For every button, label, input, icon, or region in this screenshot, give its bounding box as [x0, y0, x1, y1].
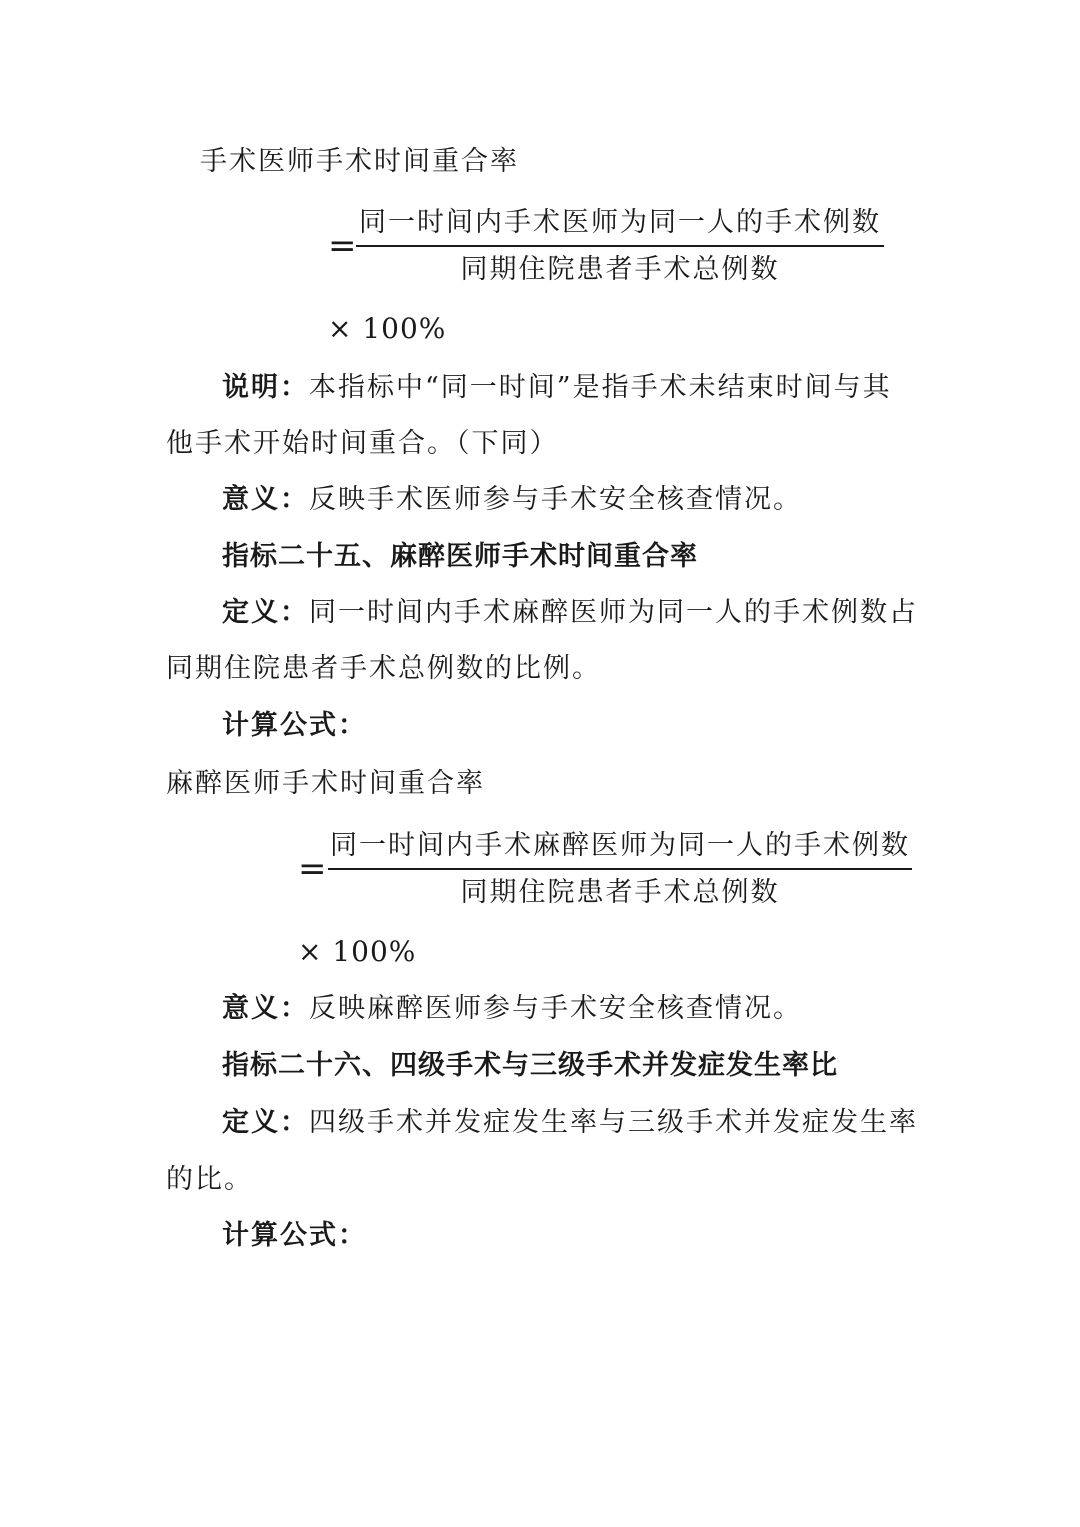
meaning2-label: 意义： [222, 993, 309, 1024]
formula1-numerator: 同一时间内手术医师为同一人的手术例数 [359, 207, 881, 238]
formula1-name: 手术医师手术时间重合率 [200, 146, 519, 177]
indicator25-definition-label: 定义： [222, 597, 309, 628]
formula2-denominator: 同期住院患者手术总例数 [460, 877, 780, 908]
meaning1-label: 意义： [222, 484, 309, 515]
note-line1 [222, 368, 892, 408]
indicator26-definition-text-line1: 四级手术并发症发生率与三级手术并发症发生率 [309, 1107, 918, 1138]
formula1-times: × 100% [328, 312, 447, 345]
indicator25-formula-label: 计算公式： [222, 710, 367, 741]
indicator25-definition-text-line1: 同一时间内手术麻醉医师为同一人的手术例数占 [309, 597, 918, 628]
formula2-numerator: 同一时间内手术麻醉医师为同一人的手术例数 [330, 830, 910, 861]
note-label: 说明： [222, 372, 309, 403]
formula1-equals: = [328, 226, 357, 266]
formula2-times: × 100% [298, 935, 417, 968]
formula1-denominator: 同期住院患者手术总例数 [460, 254, 780, 285]
formula2-fraction-bar [328, 868, 912, 870]
indicator26-definition-line1 [222, 1103, 918, 1143]
formula1-fraction-bar [356, 245, 884, 247]
formula2-name: 麻醉医师手术时间重合率 [166, 768, 485, 799]
indicator26-title: 指标二十六、四级手术与三级手术并发症发生率比 [222, 1050, 838, 1081]
meaning2-line [222, 989, 802, 1029]
meaning1-line [222, 480, 802, 520]
indicator25-definition-line2: 同期住院患者手术总例数的比例。 [166, 653, 601, 684]
meaning1-text: 反映手术医师参与手术安全核查情况。 [309, 484, 802, 515]
indicator25-title: 指标二十五、麻醉医师手术时间重合率 [222, 541, 698, 572]
formula2-equals: = [298, 849, 327, 889]
indicator26-definition-label: 定义： [222, 1107, 309, 1138]
indicator25-definition-line1 [222, 593, 918, 633]
meaning2-text: 反映麻醉医师参与手术安全核查情况。 [309, 993, 802, 1024]
indicator26-formula-label: 计算公式： [222, 1220, 367, 1251]
note-text-line1: 本指标中“同一时间”是指手术未结束时间与其 [309, 372, 892, 403]
note-text-line2: 他手术开始时间重合。（下同） [166, 428, 559, 459]
indicator26-definition-line2: 的比。 [166, 1164, 253, 1195]
